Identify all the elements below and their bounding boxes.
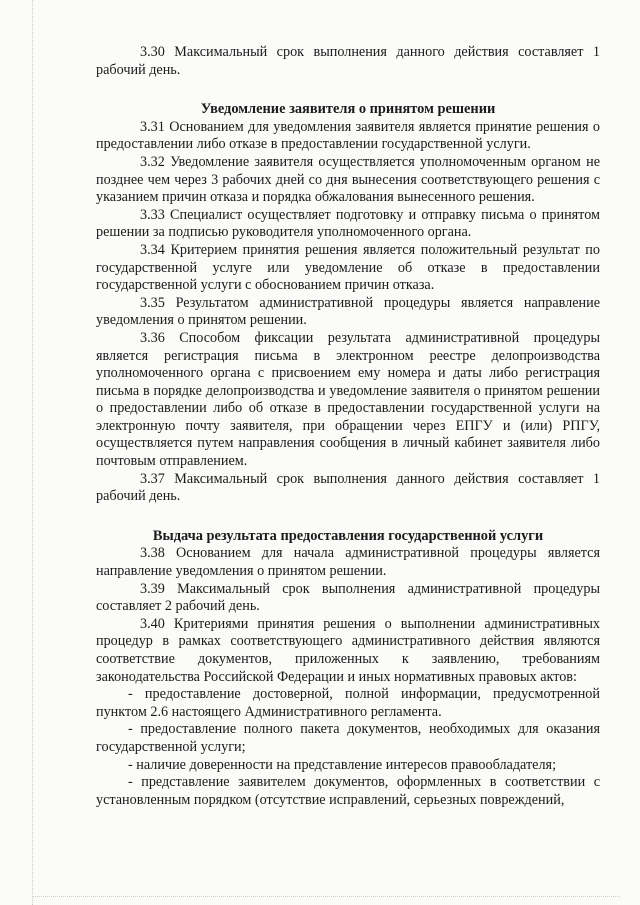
paragraph-3-38: 3.38 Основанием для начала административной процедуры является направление уведомления о принятом решении. — [96, 545, 600, 580]
paragraph-3-35: 3.35 Результатом административной процедуры является направление уведомления о принятом решении. — [96, 294, 600, 329]
paragraph-3-40: 3.40 Критериями принятия решения о выполнении административных процедур в рамках соответствующего административного действия являются соответствие документов, приложенных к заявлению, требованиям законодательства Российской Федерации и иных нормативных правовых актов: — [96, 615, 600, 685]
list-item: - предоставление достоверной, полной информации, предусмотренной пунктом 2.6 настоящего Административного регламента. — [96, 686, 600, 720]
paragraph-3-31: 3.31 Основанием для уведомления заявителя является принятие решения о предоставлении либо отказе в предоставлении государственной услуги. — [96, 118, 600, 153]
paragraph-3-32: 3.32 Уведомление заявителя осуществляется уполномоченным органом не позднее чем через 3 рабочих дней со дня вынесения соответствующего решения с указанием причин отказа и порядка обжалования вынесенного решения. — [96, 153, 600, 206]
paragraph-3-33: 3.33 Специалист осуществляет подготовку и отправку письма о принятом решении за подписью руководителя уполномоченного органа. — [96, 206, 600, 241]
scan-edge-line — [32, 0, 33, 905]
heading-applicant-notice: Уведомление заявителя о принятом решении — [200, 101, 496, 118]
list-item: - представление заявителем документов, оформленных в соответствии с установленным порядком (отсутствие исправлений, серьезных повреждений, — [96, 774, 600, 808]
paragraph-3-39: 3.39 Максимальный срок выполнения административной процедуры составляет 2 рабочий день. — [96, 580, 600, 615]
paragraph-3-30: 3.30 Максимальный срок выполнения данного действия составляет 1 рабочий день. — [96, 44, 600, 78]
paragraph-3-37: 3.37 Максимальный срок выполнения данного действия составляет 1 рабочий день. — [96, 470, 600, 505]
list-item: - наличие доверенности на представление интересов правообладателя; — [128, 756, 557, 773]
heading-result-issuance: Выдача результата предоставления государственной услуги — [152, 527, 544, 544]
paragraph-3-36: 3.36 Способом фиксации результата административной процедуры является регистрация письма в электронном реестре делопроизводства уполномоченного органа с присвоением ему номера и даты либо регистрация письма в порядке делопроизводства и уведомление заявителя о принятом решении о предоставлении либо об отказе в предоставлении государственной услуги на электронную почту заявителя, при обращении через ЕПГУ и (или) РПГУ, осуществляется путем направления сообщения в личный кабинет заявителя либо почтовым отправлением. — [96, 329, 600, 470]
paragraph-3-34: 3.34 Критерием принятия решения является положительный результат по государственной услуге или уведомление об отказе в предоставлении государственной услуги с обоснованием причин отказа. — [96, 241, 600, 294]
scan-foot-line — [32, 896, 620, 897]
list-item: - предоставление полного пакета документов, необходимых для оказания государственной услуги; — [96, 721, 600, 755]
